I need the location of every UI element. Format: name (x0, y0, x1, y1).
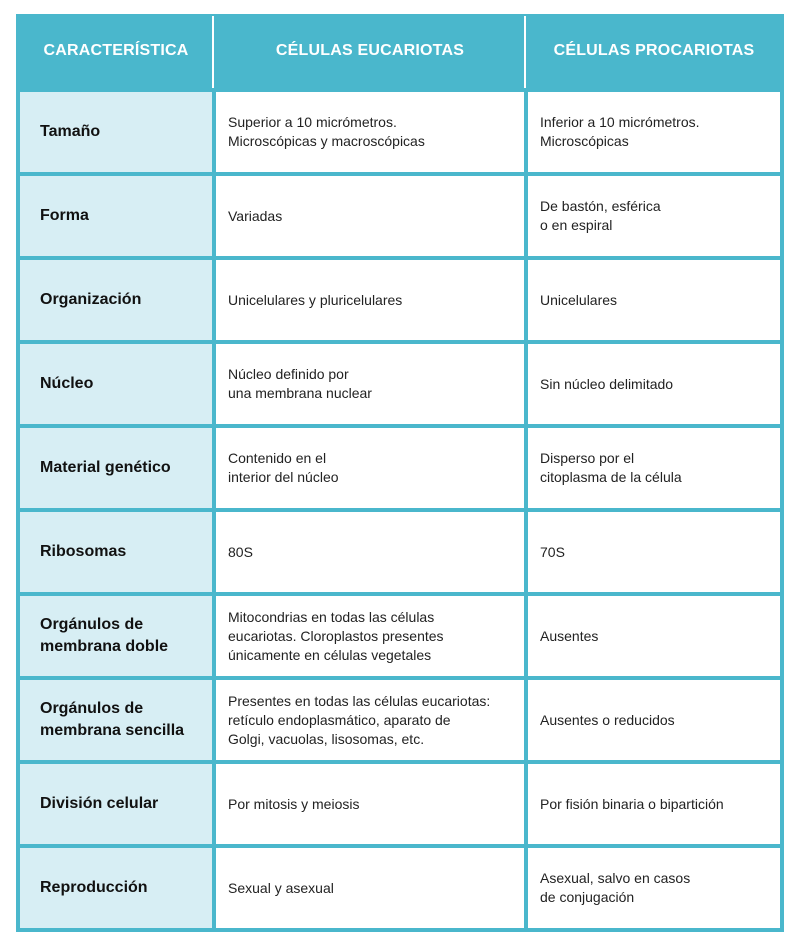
header-divider (524, 16, 526, 88)
cell-procariotas: Sin núcleo delimitado (528, 344, 780, 424)
cell-procariotas: De bastón, esférica o en espiral (528, 176, 780, 256)
cell-eucariotas: Por mitosis y meiosis (216, 764, 524, 844)
cell-procariotas: Inferior a 10 micrómetros. Microscópicas (528, 92, 780, 172)
row-label: Ribosomas (40, 543, 127, 560)
row-label: Material genético (40, 459, 171, 476)
header-procariotas: CÉLULAS PROCARIOTAS (553, 42, 755, 59)
cell-eucariotas: Sexual y asexual (216, 848, 524, 928)
header-eucariotas: CÉLULAS EUCARIOTAS (275, 42, 465, 59)
cell-procariotas: Por fisión binaria o bipartición (528, 764, 780, 844)
header-caracteristica: CARACTERÍSTICA (43, 42, 189, 59)
cell-procariotas: 70S (528, 512, 780, 592)
row-label: División celular (40, 795, 159, 812)
header-divider (212, 16, 214, 88)
row-label: Núcleo (40, 375, 94, 392)
row-label: Tamaño (40, 123, 101, 140)
cell-eucariotas: Superior a 10 micrómetros. Microscópicas y macroscópicas (216, 92, 524, 172)
cell-eucariotas: 80S (216, 512, 524, 592)
row-label: Orgánulos de membrana doble (40, 616, 169, 655)
row-label: Forma (40, 207, 89, 224)
cell-eucariotas: Presentes en todas las células eucariotas: retículo endoplasmático, aparato de Golgi, vacuolas, lisosomas, etc. (216, 680, 524, 760)
cell-procariotas: Disperso por el citoplasma de la célula (528, 428, 780, 508)
cell-eucariotas: Unicelulares y pluricelulares (216, 260, 524, 340)
cell-eucariotas: Mitocondrias en todas las células eucariotas. Cloroplastos presentes únicamente en células vegetales (216, 596, 524, 676)
cell-procariotas: Asexual, salvo en casos de conjugación (528, 848, 780, 928)
row-label: Organización (40, 291, 142, 308)
cell-procariotas: Ausentes (528, 596, 780, 676)
table-header-row (16, 14, 784, 88)
comparison-table (16, 14, 784, 932)
row-label: Reproducción (40, 879, 148, 896)
cell-eucariotas: Núcleo definido por una membrana nuclear (216, 344, 524, 424)
cell-eucariotas: Variadas (216, 176, 524, 256)
cell-procariotas: Ausentes o reducidos (528, 680, 780, 760)
cell-eucariotas: Contenido en el interior del núcleo (216, 428, 524, 508)
row-label: Orgánulos de membrana sencilla (40, 700, 185, 739)
cell-procariotas: Unicelulares (528, 260, 780, 340)
